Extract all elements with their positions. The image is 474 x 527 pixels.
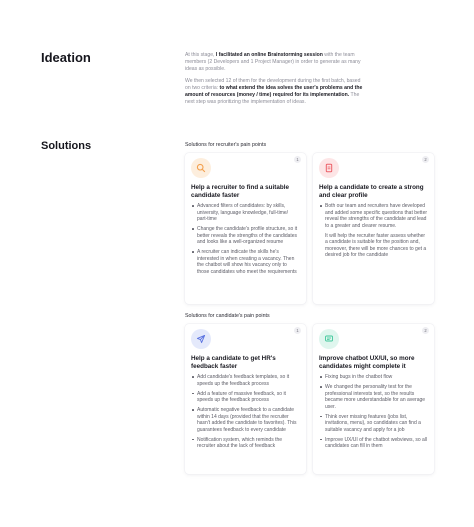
- solution-card-chatbot-ux: [313, 324, 434, 474]
- solution-card-find-candidate: [185, 153, 306, 304]
- ideation-p1-tail: with the team members (2 Developers and 1 Project Manager) in order to generate as many ideas as possible.: [185, 52, 361, 73]
- card-number-badge: 2: [422, 327, 429, 334]
- card-title: Help a recruiter to find a suitable candidate faster: [191, 184, 289, 199]
- ideation-p1-lead: At this stage,: [185, 52, 216, 58]
- card-title: Improve chatbot UX/UI, so more candidates might complete it: [319, 355, 415, 370]
- card-list: [191, 374, 299, 453]
- card-list: [191, 203, 299, 279]
- list-item: Add candidate's feedback templates, so it speeds up the feedback process: [191, 374, 299, 387]
- card-title: Help a candidate to create a strong and clear profile: [319, 184, 424, 199]
- card-list: [319, 203, 427, 262]
- card-number-badge: 1: [294, 327, 301, 334]
- list-item: Think over missing features (jobs list, invitations, menu), so candidates can find a suitable vacancy and apply for a job: [319, 414, 427, 434]
- ideation-p2-tail: The next step was prioritizing the implementation of ideas.: [185, 92, 360, 106]
- card-title: Help a candidate to get HR's feedback faster: [191, 355, 276, 370]
- ideation-p2-lead: We then selected 12 of them for the development during the first batch, based on two criteria:: [185, 78, 361, 92]
- chat-icon: [319, 329, 339, 349]
- solution-card-candidate-profile: [313, 153, 434, 304]
- solutions-title: Solutions: [41, 140, 92, 152]
- card-number-badge: 2: [422, 156, 429, 163]
- list-item: We changed the personality test for the professional interests test, so the results became more understandable for an average user.: [319, 384, 427, 410]
- card-list: [319, 374, 427, 453]
- ideation-p2-bold: to what extend the idea solves the user's problems and the amount of resources (money / time) required for its implementation.: [185, 85, 363, 99]
- list-item: Improve UX/UI of the chatbot webviews, so all candidates can fill in them: [319, 437, 427, 450]
- list-item: Add a feature of massive feedback, so it speeds up the feedback process: [191, 391, 299, 404]
- list-item: A recruiter can indicate the skills he's interested in when creating a vacancy. Then the chatbot will show his vacancy only to those candidates who meet the requirements: [191, 249, 299, 275]
- candidate-solutions-label: Solutions for candidate's pain points: [185, 313, 270, 319]
- list-item: Notification system, which reminds the recruiter about the lack of feedback: [191, 437, 299, 450]
- list-item: Advanced filters of candidates: by skills, university, language knowledge, full-time/ part-time: [191, 203, 299, 223]
- ideation-paragraph-1: [185, 52, 363, 73]
- document-icon: [319, 158, 339, 178]
- send-icon: [191, 329, 211, 349]
- list-item: Automatic negative feedback to a candidate within 14 days (provided that the recruiter hasn't added the candidate to favorites). This guarantees feedback to every candidate: [191, 407, 299, 433]
- list-item: Change the candidate's profile structure, so it better reveals the strengths of the candidates and looks like a well-organized resume: [191, 226, 299, 246]
- search-icon: [191, 158, 211, 178]
- recruiter-solutions-label: Solutions for recruiter's pain points: [185, 142, 267, 148]
- list-item: It will help the recruiter faster assess whether a candidate is suitable for the position and, moreover, there will be more chances to get a desired job for the candidate: [325, 232, 427, 258]
- list-item: Fixing bugs in the chatbot flow: [319, 374, 427, 381]
- ideation-p1-bold: I facilitated an online Brainstorming session: [215, 52, 323, 58]
- card-number-badge: 1: [294, 156, 301, 163]
- ideation-paragraph-2: [185, 78, 363, 106]
- list-item: Both our team and recruiters have developed and added some specific questions that better reveal the strengths of the candidate and lead to a greater and clearer resume.: [319, 203, 427, 229]
- ideation-title: Ideation: [41, 50, 91, 65]
- solution-card-hr-feedback: [185, 324, 306, 474]
